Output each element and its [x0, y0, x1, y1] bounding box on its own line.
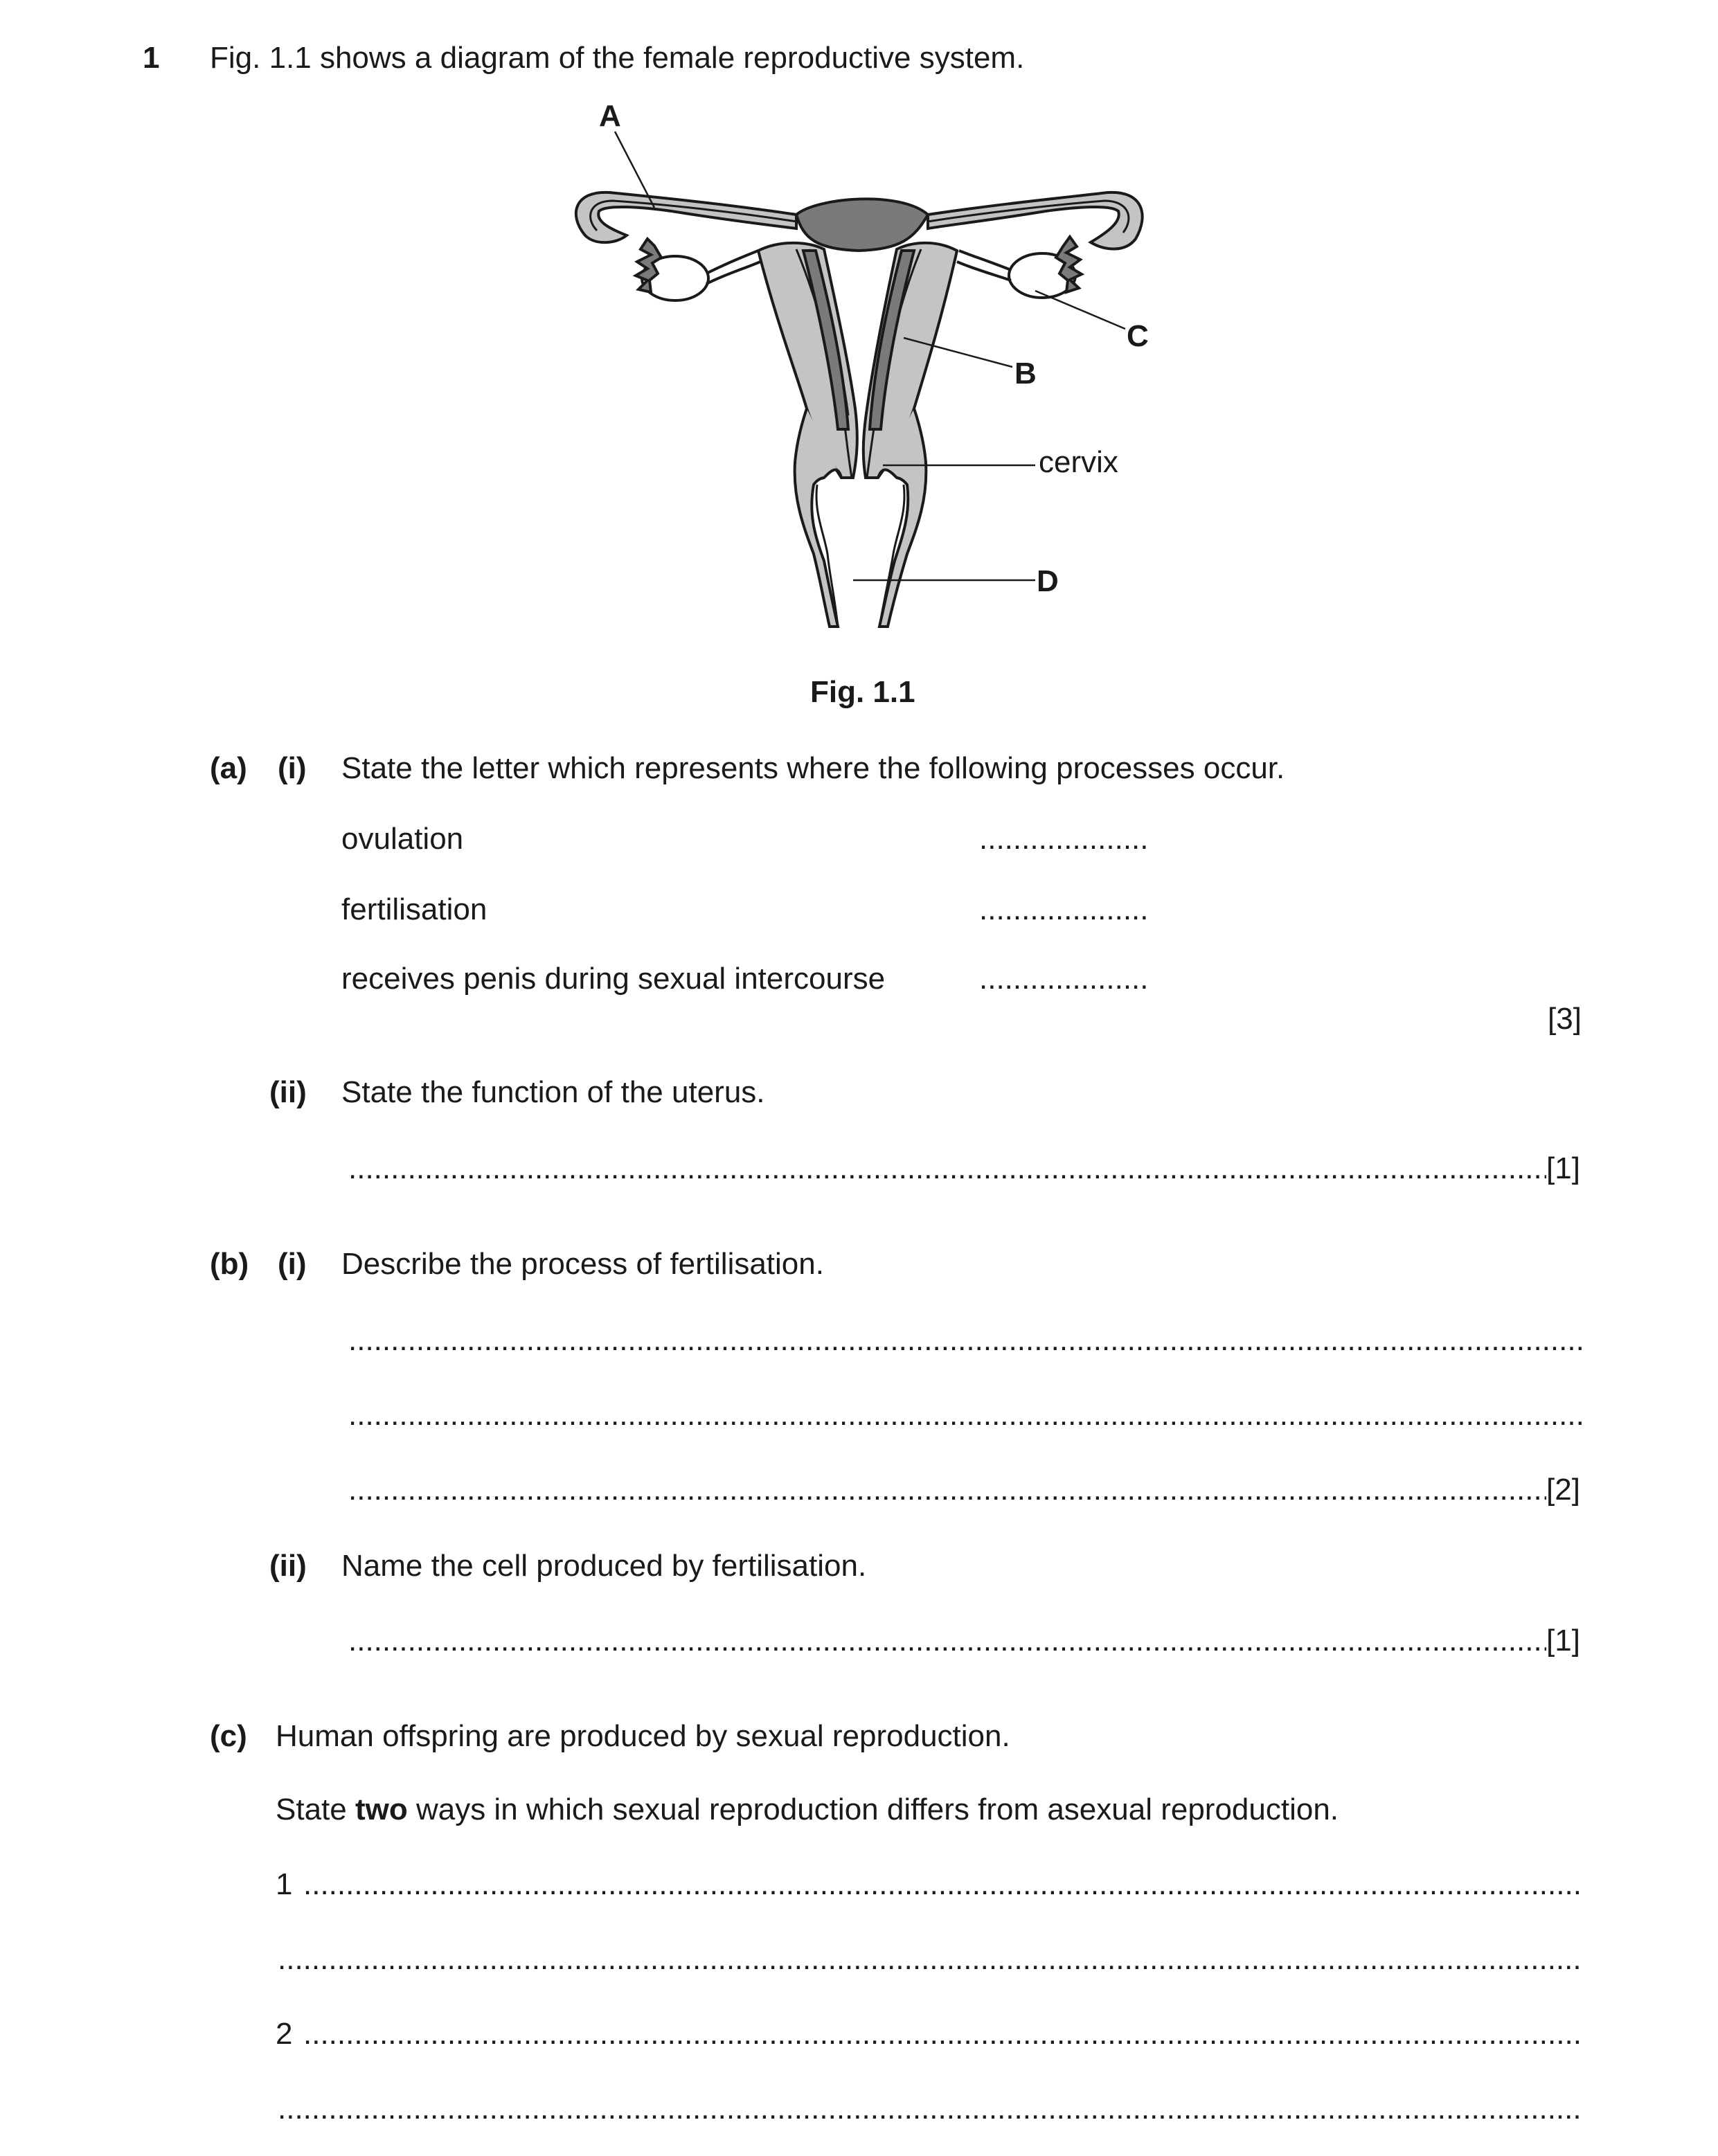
part-b-ii-label: (ii)	[269, 1549, 307, 1583]
label-c: C	[1127, 319, 1149, 353]
part-c-prompt-pre: State	[276, 1793, 355, 1826]
label-b: B	[1014, 357, 1037, 390]
label-cervix: cervix	[1039, 445, 1118, 479]
answer-fertilisation[interactable]: ....................	[979, 892, 1149, 926]
answer-number-2: 2	[276, 2017, 293, 2051]
part-c-prompt-post: ways in which sexual reproduction differs from asexual reproduction.	[407, 1793, 1339, 1826]
item-ovulation: ovulation	[341, 822, 464, 856]
marks-a-ii: [1]	[1546, 1151, 1580, 1185]
label-d: D	[1037, 564, 1059, 598]
answer-line-b-i-2[interactable]	[348, 1400, 1582, 1430]
part-b-i-prompt: Describe the process of fertilisation.	[341, 1247, 824, 1281]
part-b-label: (b)	[210, 1247, 249, 1281]
part-c-label: (c)	[210, 1719, 247, 1753]
part-a-label: (a)	[210, 751, 247, 785]
part-b-i-label: (i)	[278, 1247, 307, 1281]
answer-line-c-1b[interactable]	[278, 1944, 1582, 1975]
marks-b-i: [2]	[1546, 1473, 1580, 1507]
answer-line-b-i-1[interactable]	[348, 1325, 1582, 1356]
answer-line-c-1a[interactable]	[303, 1869, 1582, 1900]
answer-line-c-2a[interactable]	[303, 2019, 1582, 2049]
question-number: 1	[143, 41, 160, 75]
part-a-i-prompt: State the letter which represents where the following processes occur.	[341, 751, 1285, 785]
part-a-ii-label: (ii)	[269, 1075, 307, 1109]
part-c-prompt	[276, 1795, 1339, 1825]
part-c-prompt-bold: two	[355, 1793, 408, 1826]
answer-line-b-ii[interactable]	[348, 1626, 1546, 1656]
item-receives-penis: receives penis during sexual intercourse	[341, 962, 886, 996]
female-reproductive-system-diagram	[0, 0, 1718, 692]
figure-caption: Fig. 1.1	[810, 675, 915, 709]
uterus-fundus	[796, 199, 928, 251]
part-b-ii-prompt: Name the cell produced by fertilisation.	[341, 1549, 867, 1583]
marks-a-i: [3]	[1548, 1002, 1582, 1036]
marks-b-ii: [1]	[1546, 1624, 1580, 1658]
part-a-i-label: (i)	[278, 751, 307, 785]
answer-line-a-ii[interactable]	[348, 1153, 1546, 1184]
answer-line-b-i-3[interactable]	[348, 1475, 1546, 1505]
part-a-ii-prompt: State the function of the uterus.	[341, 1075, 765, 1109]
answer-receives-penis[interactable]: ....................	[979, 962, 1149, 996]
question-intro: Fig. 1.1 shows a diagram of the female reproductive system.	[210, 41, 1025, 75]
part-c-statement: Human offspring are produced by sexual reproduction.	[276, 1719, 1010, 1753]
leader-line-c	[1035, 291, 1125, 329]
answer-line-c-2b[interactable]	[278, 2094, 1582, 2124]
vagina-right-wall	[879, 462, 926, 627]
answer-number-1: 1	[276, 1867, 293, 1901]
answer-ovulation[interactable]: ....................	[979, 822, 1149, 856]
item-fertilisation: fertilisation	[341, 892, 487, 926]
label-a: A	[599, 99, 621, 133]
